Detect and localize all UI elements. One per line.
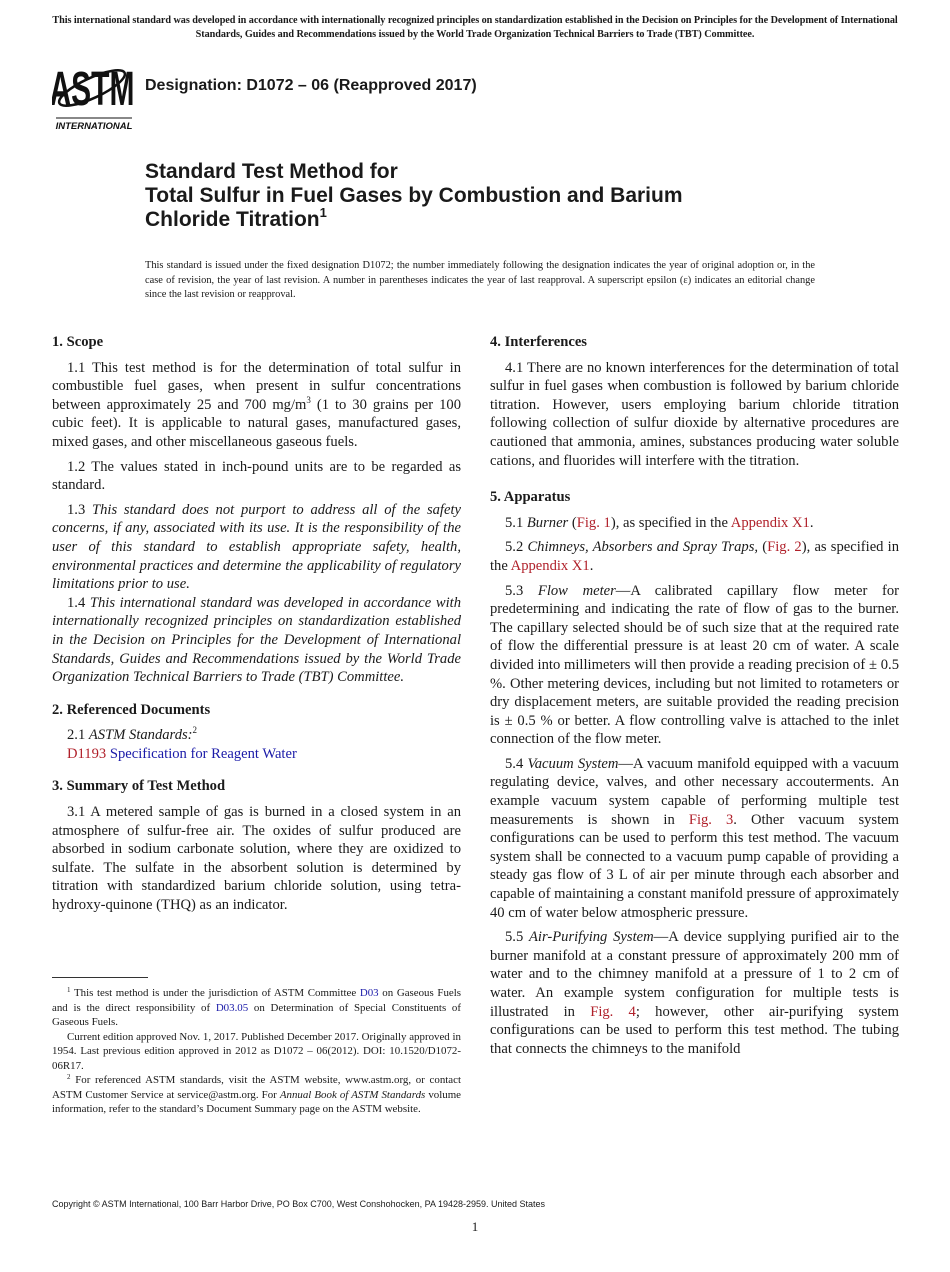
reference-code-link[interactable]: D1193: [67, 745, 107, 762]
appendix-x1-link[interactable]: Appendix X1: [730, 514, 810, 531]
right-column: [490, 333, 899, 1072]
designation: Designation: D1072 – 06 (Reapproved 2017): [145, 77, 477, 94]
committee-d03-link[interactable]: D03: [359, 987, 379, 999]
paragraph-1-1: 1.1 This test method is for the determination of total sulfur in combustible fuel gases, when present in sulfur concentrations between approximately 25 and 700 $mg/m^3$ (1 to 30 grains per 100 cubic feet). It is applicable to natural gases, manufactured gases, mixed gases, and other miscellaneous gaseous fuels.: [52, 359, 462, 450]
copyright-line: Copyright © ASTM International, 100 Barr Harbor Drive, PO Box C700, West Conshohocken, PA 19428-2959. United States: [52, 1199, 546, 1209]
section-heading-interferences: 4. Interferences: [490, 334, 587, 350]
svg-text:ASTM: ASTM: [52, 63, 135, 116]
fig-1-link[interactable]: Fig. 1: [576, 514, 611, 531]
appendix-x1-link-2[interactable]: Appendix X1: [510, 557, 590, 574]
paragraph-5-5: 5.5 Air-Purifying System—A device supplying purified air to the burner manifold at a constant pressure of approximately 200 mm of water and to the chimney manifold at a pressure of 1 to 2 cm of water. An example system configuration for multiple tests is illustrated in Fig. 4; however, other air-purifying system configurations can be used to perform this test method. The tubing that connects the chimneys to the manifold: [490, 929, 900, 1057]
footnote-mark-2[interactable]: 2: [192, 725, 198, 736]
astm-logo-icon: [52, 54, 136, 134]
title-footnote-mark[interactable]: 1: [319, 205, 327, 220]
paragraph-5-3: 5.3 Flow meter—A calibrated capillary flow meter for predetermining and indicating the rate of flow of gas to the burner. The capillary selected should be of such size that at the required rate of flow the differential pressure is at least 20 cm of water. A scale divided into millimeters will then provide a reading precision of ± 0.5 %. Other metering devices, including but not limited to rotameters or dry displacement meters, are suitable provided the reading precision is ± 0.5 % or better. A flow controlling valve is attached to the inlet connection of the flow meter.: [490, 582, 899, 748]
fig-2-link[interactable]: Fig. 2: [767, 539, 802, 556]
fig-4-link[interactable]: Fig. 4: [590, 1003, 636, 1020]
section-heading-scope: 1. Scope: [52, 334, 104, 350]
page-number: 1: [471, 1219, 479, 1234]
footnote-1: $^1$ This test method is under the jurisdiction of ASTM Committee D03 on Gaseous Fuels and is the direct responsibility of D03.05 on Determination of Special Constituents of Gaseous Fuels.: [52, 986, 461, 1028]
astm-logo: [52, 54, 136, 134]
section-heading-summary: 3. Summary of Test Method: [52, 778, 226, 795]
paragraph-4-1: 4.1 There are no known interferences for the determination of total sulfur in fuel gases when combustion is followed by barium chloride titration. However, users employing barium chloride titration following collection of sulfur dioxide by alternative procedures are cautioned that ammonia, amines, substances producing water soluble cations, and fluorides will interfere with the titration.: [490, 359, 899, 469]
paragraph-5-2: 5.2 Chimneys, Absorbers and Spray Traps, (Fig. 2), as specified in the Appendix X1.: [490, 539, 900, 574]
paragraph-1-4: 1.4 This international standard was developed in accordance with internationally recognized principles on standardization established in the Decision on Principles for the Development of International Standards, Guides and Recommendations issued by the World Trade Organization Technical Barriers to Trade (TBT) Committee.: [52, 594, 462, 686]
section-apparatus: [490, 488, 899, 1058]
section-referenced-documents: [52, 701, 461, 764]
paragraph-5-1: 5.1 Burner (Fig. 1), as specified in the Appendix X1.: [505, 514, 814, 531]
fig-3-link[interactable]: Fig. 3: [688, 811, 734, 828]
title-line-2: Total Sulfur in Fuel Gases by Combustion and Barium: [145, 184, 683, 207]
reference-d1193: [52, 745, 461, 764]
section-heading-apparatus: 5. Apparatus: [490, 489, 571, 506]
paragraph-3-1: 3.1 A metered sample of gas is burned in a closed system in an atmosphere of sulfur-free air. The oxides of sulfur produced are absorbed in sodium carbonate solution, where they are oxidized to sulfate. The sulfate in the absorbent solution is determined by titration with standardized barium chloride solution, using tetra-hydroxy-quinone (THQ) as an indicator.: [52, 804, 461, 914]
title-line-3: Chloride Titration$^1$: [145, 205, 327, 231]
footnote-divider: [52, 977, 148, 978]
paragraph-1-3: 1.3 This standard does not purport to address all of the safety concerns, if any, associated with its use. It is the responsibility of the user of this standard to establish appropriate safety, health, environmental practices and determine the applicability of regulatory limitations prior to use.: [52, 501, 461, 593]
section-scope: [52, 333, 461, 687]
footnotes: [52, 986, 461, 1117]
issuance-note: This standard is issued under the fixed designation D1072; the number immediately following the designation indicates the year of original adoption or, in the case of revision, the year of last revision. A number in parentheses indicates the year of last reapproval. A superscript epsilon (ε) indicates an editorial change since the last revision or reapproval.: [145, 260, 815, 300]
svg-text:INTERNATIONAL: INTERNATIONAL: [55, 121, 133, 132]
section-heading-referenced: 2. Referenced Documents: [52, 701, 211, 718]
paragraph-2-1: 2.1 ASTM Standards:$^2$: [67, 725, 198, 744]
title-line-1: Standard Test Method for: [145, 160, 398, 183]
paragraph-1-2: 1.2 The values stated in inch-pound units are to be regarded as standard.: [52, 458, 461, 494]
section-summary: [52, 777, 461, 914]
document-title: [145, 160, 845, 232]
reference-title-link[interactable]: Specification for Reagent Water: [109, 745, 297, 762]
section-interferences: [490, 333, 899, 470]
subcommittee-d03-05-link[interactable]: D03.05: [215, 1001, 249, 1014]
footnote-2: $^2$ For referenced ASTM standards, visit the ASTM website, www.astm.org, or contact ASTM Customer Service at service@astm.org. For Annual Book of ASTM Standards volume information, refer to the standard’s Document Summary page on the ASTM website.: [52, 1073, 462, 1115]
top-notice: This international standard was developed in accordance with internationally recognized principles on standardization established in the Decision on Principles for the Development of International Standards, Guides and Recommendations issued by the World Trade Organization Technical Barriers to Trade (TBT) Committee.: [52, 15, 898, 40]
footnote-edition: Current edition approved Nov. 1, 2017. Published December 2017. Originally approved in 1954. Last previous edition approved in 2012 as D1072 – 06(2012). DOI: 10.1520/D1072-06R17.: [52, 1030, 461, 1072]
left-column: [52, 333, 461, 929]
paragraph-5-4: 5.4 Vacuum System—A vacuum manifold equipped with a vacuum regulating device, valves, and other necessary accouterments. An example vacuum system capable of performing multiple test measurements is shown in Fig. 3. Other vacuum system configurations can be used to perform this test method. The vacuum system shall be connected to a vacuum pump capable of providing a steady gas flow of 3 L of air per minute through each absorber and capable of maintaining a constant manifold pressure of approximately 40 cm of water below atmospheric pressure.: [490, 755, 899, 921]
